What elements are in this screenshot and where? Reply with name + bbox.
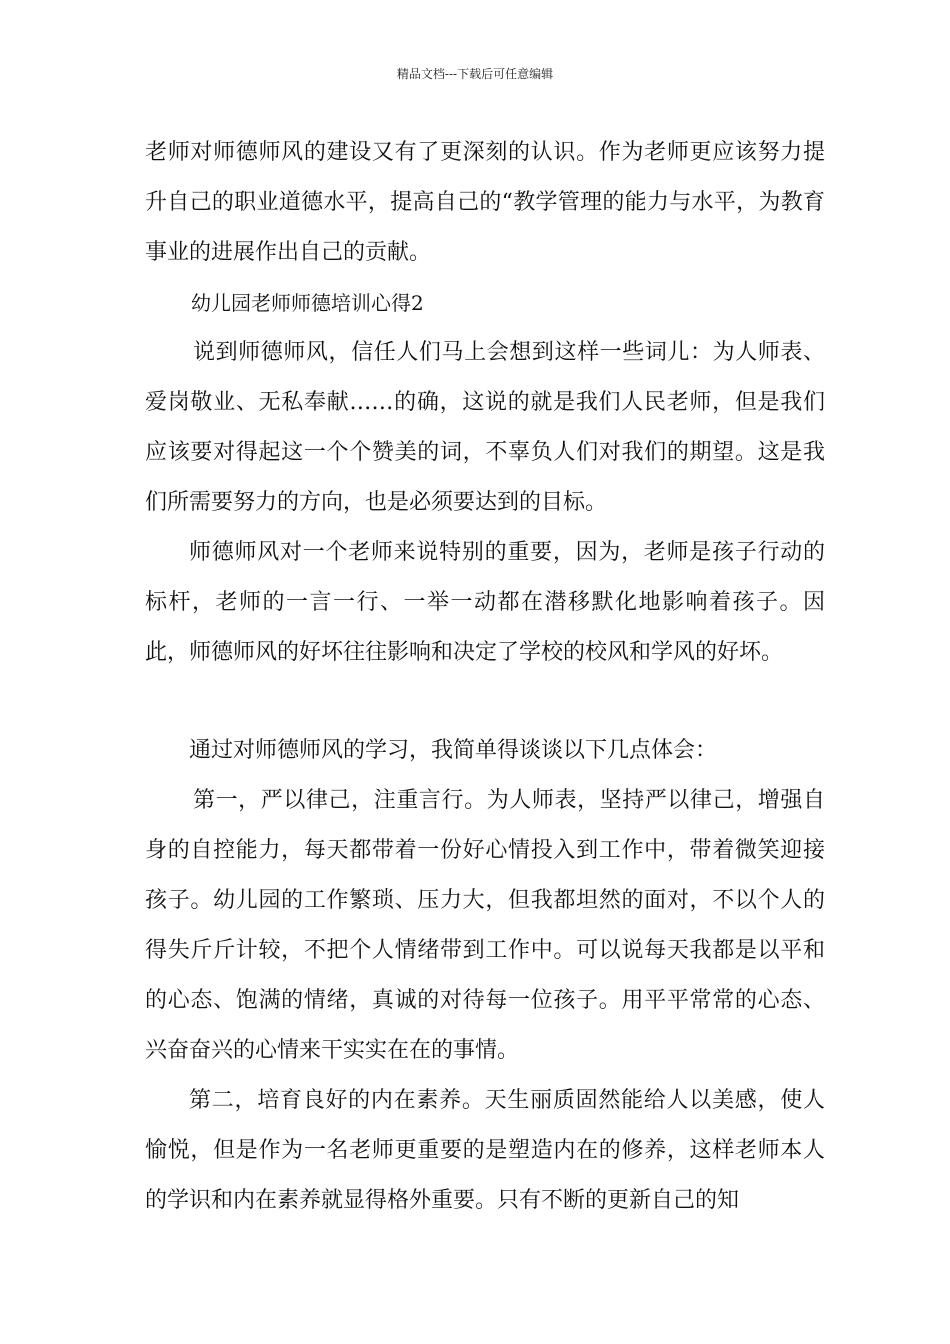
page-header: 精品文档---下载后可任意编辑 — [396, 67, 554, 81]
paragraph-spacer — [145, 678, 825, 726]
paragraph-5: 第二，培育良好的内在素养。天生丽质固然能给人以美感，使人愉悦，但是作为一名老师更重要的是塑造内在的修养，这样老师本人的学识和内在素养就显得格外重要。只有不断的更新自己的知 — [145, 1088, 825, 1213]
paragraph-2: 师德师风对一个老师来说特别的重要，因为，老师是孩子行动的标杆，老师的一言一行、一举一动都在潜移默化地影响着孩子。因此，师德师风的好坏往往影响和决定了学校的校风和学风的好坏。 — [145, 540, 825, 665]
paragraph-4: 第一，严以律己，注重言行。为人师表，坚持严以律己，增强自身的自控能力，每天都带着一份好心情投入到工作中，带着微笑迎接孩子。幼儿园的工作繁琐、压力大，但我都坦然的面对，不以个人的得失斤斤计较，不把个人情绪带到工作中。可以说每天我都是以平和的心态、饱满的情绪，真诚的对待每一位孩子。用平平常常的心态、兴奋奋兴的心情来干实实在在的事情。 — [145, 788, 825, 1063]
continuation-paragraph: 老师对师德师风的建设又有了更深刻的认识。作为老师更应该努力提升自己的职业道德水平，提高自己的“教学管理的能力与水平，为教育事业的进展作出自己的贡献。 — [145, 140, 825, 265]
section-title: 幼儿园老师师德培训心得2 — [191, 291, 424, 315]
document-body — [145, 128, 825, 1226]
paragraph-1: 说到师德师风，信任人们马上会想到这样一些词儿：为人师表、爱岗敬业、无私奉献……的确，这说的就是我们人民老师，但是我们应该要对得起这一个个赞美的词，不辜负人们对我们的期望。这是我们所需要努力的方向，也是必须要达到的目标。 — [145, 340, 825, 515]
paragraph-3: 通过对师德师风的学习，我简单得谈谈以下几点体会： — [189, 738, 718, 763]
